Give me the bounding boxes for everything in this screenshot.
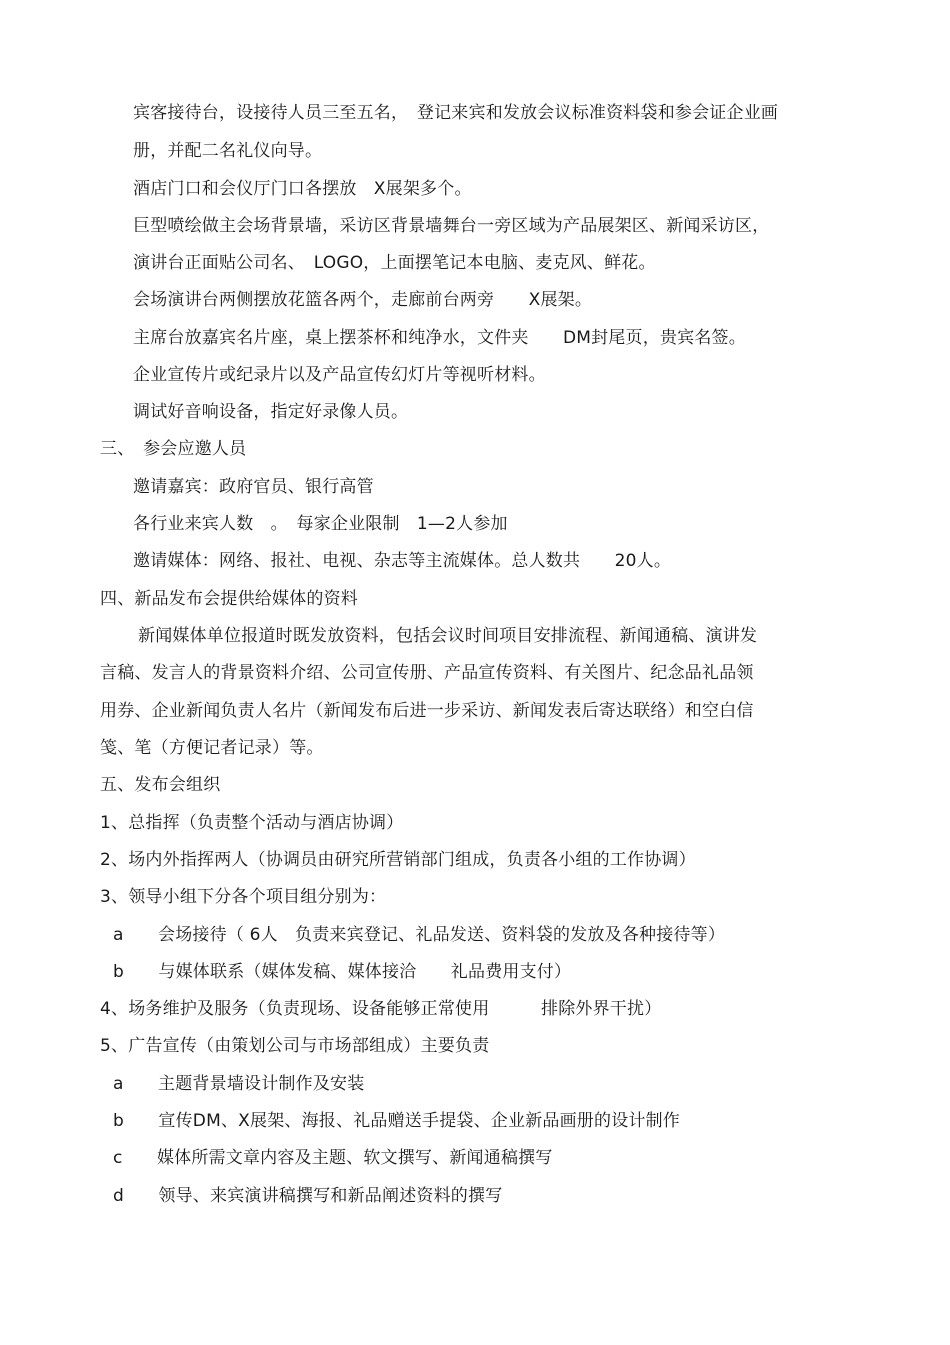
- sub-list-item: a 主题背景墙设计制作及安装: [113, 1074, 365, 1094]
- sub-list-item: b 宣传DM、X展架、海报、礼品赠送手提袋、企业新品画册的设计制作: [113, 1111, 680, 1131]
- text-line: 会场演讲台两侧摆放花篮各两个，走廊前台两旁 X展架。: [133, 290, 593, 310]
- text-line: 宾客接待台，设接待人员三至五名， 登记来宾和发放会议标准资料袋和参会证企业画: [133, 103, 779, 123]
- text-line: 用券、企业新闻负责人名片（新闻发布后进一步采访、新闻发表后寄达联络）和空白信: [100, 701, 754, 721]
- text-line: 言稿、发言人的背景资料介绍、公司宣传册、产品宣传资料、有关图片、纪念品礼品领: [100, 663, 754, 683]
- text-line: 邀请嘉宾：政府官员、银行高管: [133, 477, 374, 497]
- text-line: 酒店门口和会仪厅门口各摆放 X展架多个。: [133, 179, 472, 199]
- section-heading: 三、 参会应邀人员: [100, 439, 247, 459]
- sub-list-item: b 与媒体联系（媒体发稿、媒体接洽 礼品费用支付）: [113, 962, 572, 982]
- list-item: 3、领导小组下分各个项目组分别为：: [100, 887, 387, 907]
- sub-list-item: d 领导、来宾演讲稿撰写和新品阐述资料的撰写: [113, 1186, 503, 1206]
- text-line: 演讲台正面贴公司名、 LOGO，上面摆笔记本电脑、麦克风、鲜花。: [133, 253, 656, 273]
- list-item: 4、场务维护及服务（负责现场、设备能够正常使用 排除外界干扰）: [100, 999, 662, 1019]
- list-item: 2、场内外指挥两人（协调员由研究所营销部门组成，负责各小组的工作协调）: [100, 850, 696, 870]
- text-line: 巨型喷绘做主会场背景墙，采访区背景墙舞台一旁区域为产品展架区、新闻采访区，: [133, 216, 770, 236]
- sub-list-item: c 媒体所需文章内容及主题、软文撰写、新闻通稿撰写: [113, 1148, 553, 1168]
- list-item: 1、总指挥（负责整个活动与酒店协调）: [100, 813, 404, 833]
- text-line: 笺、笔（方便记者记录）等。: [100, 738, 324, 758]
- text-line: 调试好音响设备，指定好录像人员。: [133, 402, 409, 422]
- text-line: 邀请媒体：网络、报社、电视、杂志等主流媒体。总人数共 20人。: [133, 551, 672, 571]
- text-line: 新闻媒体单位报道时既发放资料，包括会议时间项目安排流程、新闻通稿、演讲发: [138, 626, 758, 646]
- text-line: 各行业来宾人数 。 每家企业限制 1—2人参加: [133, 514, 508, 534]
- list-item: 5、广告宣传（由策划公司与市场部组成）主要负责: [100, 1036, 490, 1056]
- text-line: 册，并配二名礼仪向导。: [133, 141, 323, 161]
- text-line: 企业宣传片或纪录片以及产品宣传幻灯片等视听材料。: [133, 365, 546, 385]
- section-heading: 五、发布会组织: [100, 775, 221, 795]
- section-heading: 四、新品发布会提供给媒体的资料: [100, 589, 358, 609]
- text-line: 主席台放嘉宾名片座，桌上摆茶杯和纯净水，文件夹 DM封尾页，贵宾名签。: [133, 328, 746, 348]
- sub-list-item: a 会场接待（ 6人 负责来宾登记、礼品发送、资料袋的发放及各种接待等）: [113, 925, 726, 945]
